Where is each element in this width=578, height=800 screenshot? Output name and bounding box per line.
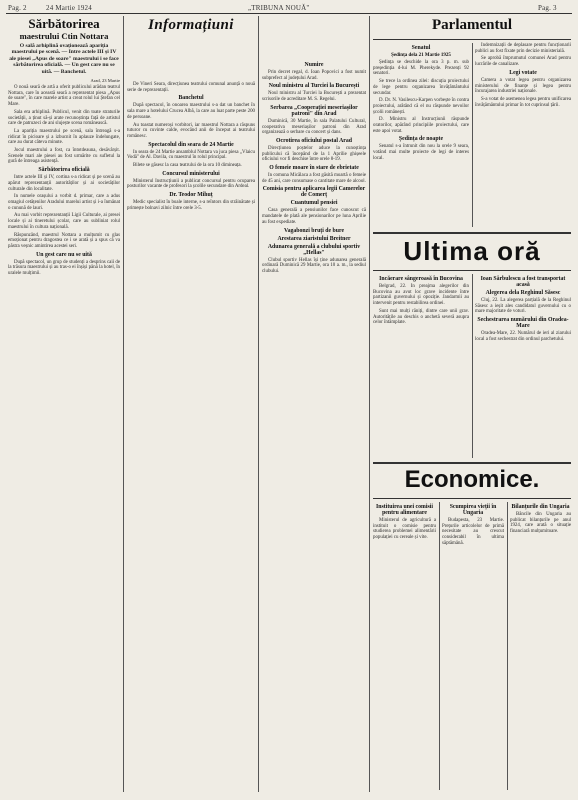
- latest-news-rule: [373, 232, 571, 234]
- latest-news-title: Ultima oră: [403, 236, 541, 266]
- parliament-col-1: [373, 43, 469, 164]
- mr-subheading-commission: Comisia pentru aplicarea legii Camerelor de Comerț: [262, 186, 366, 199]
- parliament-divider: [472, 43, 473, 227]
- mr-subheading-minister: Noul ministru al Turciei la București: [268, 83, 360, 90]
- parliament-paragraph: Indemnizații de deplasare pentru funcționarii publici au fost fixate prin decizie ministerială.: [475, 43, 571, 54]
- mr-subheading-pension: Cuantumul pensiei: [290, 200, 338, 207]
- mr-subheading-hellas: Adunarea generală a clubului sportiv „Hellas": [267, 243, 361, 256]
- economy-divider: [507, 502, 508, 790]
- banquet-paragraph: Au toastat numeroși vorbitori, iar maestrul Nottara a răspuns tuturor cu cuvinte calde, evocând anii de început ai teatrului românesc.: [127, 122, 255, 139]
- senate-paragraph: Ședința se deschide la ora 3 p. m. sub președinția d-lui M. Pherekyde. Prezenți 92 senatori.: [373, 60, 469, 77]
- senate-paragraph: D. Ministru al Instrucțiunii răspunde oratorilor, apărând principiile proiectului, care este apoi votat.: [373, 117, 469, 134]
- mr-hellas-paragraph: Clubul sportiv Hellas își ține adunarea generală ordinară Duminică 29 Martie, ora 10 a. m., la sediul clubului.: [262, 257, 366, 274]
- economy-col-1: [373, 502, 436, 543]
- left-official-paragraph: Au mai vorbit reprezentanții Ligii Culturale, ai presei locale și ai tineretului școlar, care au subliniat rolul maestrului în cultura națională.: [8, 213, 120, 230]
- mr-subheading-arrest: Arestarea ziaristului Breitner: [277, 235, 351, 242]
- header-rule: [6, 13, 572, 14]
- middle-subheading-doctor: Dr. Teodor Mihuț: [169, 192, 213, 199]
- left-official-paragraph: Intre actele III și IV, cortina s-a ridicat și pe scenă au apărut reprezentanții autorităților și ai societăților culturale din localitate.: [8, 175, 120, 192]
- left-title-line1: Sărbătorirea: [28, 17, 100, 31]
- mr-subheading-post: Ocrotirea oficiului postal Arad: [276, 137, 352, 144]
- latest-news-rule: [373, 270, 571, 271]
- economy-heading: Scumpirea vieții în Ungaria: [449, 504, 497, 516]
- header-newspaper-title: „TRIBUNA NOUĂ": [248, 4, 310, 12]
- senate-paragraph: Se trece la ordinea zilei: discuția proiectului de lege pentru organizarea învățământului secundar.: [373, 79, 469, 96]
- economy-paragraph: Ministerul de agricultură a instituit o comisie pentru studierea problemei alimentării populației cu cereale și vite.: [373, 518, 436, 541]
- mr-heading-numire: Numire: [304, 62, 324, 68]
- economy-divider: [439, 502, 440, 790]
- latest-news-paragraph: Belgrad, 22. In preajma alegerilor din Bucovina au avut loc grave incidente între partizanii guvernului și opoziție. Jandarmii au intervenit pentru restabilirea ordinei.: [373, 284, 469, 307]
- economy-rule: [373, 498, 571, 499]
- left-paragraph: O nouă seară de artă a oferit publicului arădan teatrul Nottara, care în această seară a reprezentat piesa „Apus de soare", în care marele artist a creat rolul lui Ștefan cel Mare.: [8, 85, 120, 108]
- parliament-paragraph: Se aprobă împrumutul comunei Arad pentru lucrările de canalizare.: [475, 56, 571, 68]
- parliament-article: [373, 17, 571, 227]
- middle-subheading-show: Spectacolul din seara de 24 Martie: [148, 141, 234, 148]
- economy-paragraph: Băncile din Ungaria au publicat bilanțurile pe anul 1924, care arată o situație financiară mulțumitoare.: [510, 512, 571, 535]
- show-paragraph: Bilete se găsesc la casa teatrului de la ora 10 dimineața.: [133, 163, 242, 169]
- latest-news-divider: [472, 274, 473, 458]
- middle-article: [127, 17, 255, 792]
- latest-news-paragraph: Oradea-Mare, 22. Numărul de ieri al ziarului local a fost sechestrat din ordinul parchetului.: [475, 331, 571, 342]
- left-subheading-official: Sărbătorirea oficială: [38, 167, 90, 174]
- middle-subheading-competition: Concursul ministerului: [162, 170, 220, 177]
- left-official-paragraph: Răspunzând, maestrul Nottara a mulțumit cu glas emoționat pentru dragostea ce i se arată și a spus că va păstra veșnic amintirea acestei seri.: [8, 232, 120, 249]
- left-paragraph: La apariția maestrului pe scenă, sala întreagă s-a ridicat în picioare și a izbucnit în aplauze îndelungate, care au durat câteva minute.: [8, 128, 120, 146]
- economy-section: [373, 462, 571, 792]
- latest-news-section: [373, 232, 571, 460]
- middle-paragraph: De Vineri Seara, direcțiunea teatrului comunal anunță o nouă serie de reprezentații.: [127, 82, 255, 93]
- economy-col-3: [510, 502, 571, 537]
- banquet-paragraph: După spectacol, în onoarea maestrului s-a dat un banchet în sala mare a hotelului Crucea Albă, la care au luat parte peste 200 de persoane.: [127, 103, 255, 120]
- latest-news-left: [373, 274, 469, 328]
- latest-news-right: [475, 274, 571, 345]
- senate-heading: Senatul: [411, 45, 431, 51]
- mr-subheading-vagabonds: Vagabonzi bruți de bure: [283, 227, 345, 234]
- show-paragraph: In seara de 24 Martie ansamblul Nottara va juca piesa „Vlaicu Vodă" de Al. Davila, cu maestrul în rolul principal.: [127, 149, 255, 161]
- mr-subheading-cooperation: Serbarea „Cooperației meseriașilor patroni" din Arad: [270, 104, 358, 117]
- night-session-paragraph: Senatul s-a întrunit din nou la orele 9 seara, votând mai multe proiecte de legi de interes local.: [373, 144, 469, 161]
- economy-paragraph: Budapesta, 23 Martie. Prețurile articolelor de primă necesitate au crescut considerabil în ultima săptămână.: [442, 518, 504, 546]
- latest-news-heading: Alegerea dela Reghinul Săsesc: [485, 290, 561, 296]
- senate-paragraph: D. Dr. N. Vasilescu-Karpen vorbește în contra proiectului, arătând că el nu răspunde nevoilor școlii românești.: [373, 98, 469, 115]
- economy-rule: [373, 462, 571, 464]
- left-title-line2: maestrului Ctin Nottara: [19, 31, 109, 41]
- middle-subheading-banquet: Banchetul: [178, 95, 204, 102]
- informatiuni-title: Informațiuni: [148, 17, 234, 33]
- economy-heading: Bilanțurile din Ungaria: [511, 504, 570, 510]
- latest-news-heading: Sechestrarea numărului din Oradea-Mare: [477, 317, 569, 330]
- left-official-paragraph: In numele orașului a vorbit d. primar, care a adus omagiul cetățenilor Aradului marelui artist și i-a înmânat o cunună de lauri.: [8, 194, 120, 211]
- left-lead: O sală arhiplină ovaționează apariția maestrului pe scenă. — Intre actele III și IV ale piesei „Apus de soare" maestrului i se face sărbătorirea oficială. — Un gest care nu se uită. — Banchetul.: [9, 43, 119, 75]
- parliament-rule: [373, 39, 571, 40]
- left-article: [8, 17, 120, 792]
- left-subheading-gesture: Un gest care nu se uită: [36, 251, 92, 258]
- left-gesture-paragraph: După spectacol, un grup de studenți a desprins caii de la trăsura maestrului și au tras-o ei înșiși până la hotel, în uralele mulțimii.: [8, 259, 120, 277]
- left-byline: Arad, 23 Martie: [90, 78, 120, 84]
- parliament-col-2: [475, 43, 571, 110]
- economy-heading: Instituirea unei comisii pentru alimentare: [376, 504, 433, 516]
- column-divider: [123, 16, 124, 792]
- economy-col-2: [442, 502, 504, 549]
- parliament-title: Parlamentul: [432, 17, 512, 33]
- senate-date: Ședința dela 21 Martie 1925: [391, 53, 451, 58]
- laws-voted-heading: Legi votate: [509, 69, 537, 76]
- latest-news-heading: Ioan Sârbulescu a fost transportat acasă: [480, 276, 566, 288]
- mr-pension-paragraph: Casa generală a pensiunilor face cunoscut că mandatele de plată ale pensionarilor pe luna Aprilie au fost expediate.: [262, 208, 366, 225]
- competition-paragraph: Ministerul Instrucțiunii a publicat concursul pentru ocuparea posturilor vacante de profesori la școlile secundare din Ardeal.: [127, 178, 255, 190]
- middle-right-article: [262, 60, 366, 792]
- latest-news-paragraph: Sunt mai mulți răniți, dintre care unii grav. Autoritățile au deschis o anchetă severă asupra celor întâmplate.: [373, 308, 469, 326]
- laws-paragraph: Camera a votat legea pentru organizarea ministerului de finanțe și legea pentru încurajarea industriei naționale.: [475, 77, 571, 95]
- economy-title: Economice.: [404, 466, 540, 493]
- night-session-heading: Ședința de noapte: [398, 136, 444, 143]
- mr-post-paragraph: Direcțiunea poștelor aduce la cunoștința publicului că începând de la 1 Aprilie ghișeele oficiului vor fi deschise între orele 8-19.: [262, 145, 366, 163]
- column-divider: [369, 16, 370, 792]
- mr-paragraph: Noul ministru al Turciei la București a prezentat scrisorile de acreditare M. S. Regelui.: [262, 91, 366, 103]
- column-divider: [258, 16, 259, 792]
- mr-woman-paragraph: In comuna Micălaca a fost găsită moartă o femeie de 45 ani, care consumase o cantitate mare de alcool.: [262, 173, 366, 184]
- left-paragraph: Jocul maestrului a fost, ca întotdeauna, desăvârșit. Scenele mari ale piesei au fost urmărite cu sufletul la gură de întreaga asistență.: [8, 148, 120, 165]
- header-page-left: Pag. 2: [8, 4, 27, 12]
- latest-news-paragraph: Cluj, 22. La alegerea parțială de la Reghinul Săsesc a ieșit ales candidatul guvernului cu o mare majoritate de voturi.: [475, 298, 571, 315]
- mr-paragraph: Prin decret regal, d. Ioan Popovici a fost numit subprefect al județului Arad.: [262, 70, 366, 81]
- latest-news-heading: Incăerare sângeroasă în Bucovina: [379, 276, 463, 282]
- mr-subheading-woman: O femeie moare în stare de ebrietate: [269, 165, 359, 172]
- laws-paragraph: S-a votat de asemenea legea pentru unificarea învățământului primar în tot cuprinsul țării.: [475, 96, 571, 108]
- doctor-paragraph: Medic specialist în boale interne, s-a reîntors din străinătate și primește bolnavi zilnic între orele 3-5.: [127, 200, 255, 211]
- mr-cooperation-paragraph: Duminică, 30 Martie, în sala Palatului Cultural, cooperativa meseriașilor patroni din Arad organizează o serbare cu concert și dans.: [262, 118, 366, 136]
- header-date: 24 Martie 1924: [46, 4, 92, 12]
- left-paragraph: Sala era arhiplină. Publicul, venit din toate straturile societății, a ținut să-și arate recunoștința față de artistul care de patruzeci de ani slujește scena românească.: [8, 109, 120, 127]
- header-page-right: Pag. 3: [538, 4, 557, 12]
